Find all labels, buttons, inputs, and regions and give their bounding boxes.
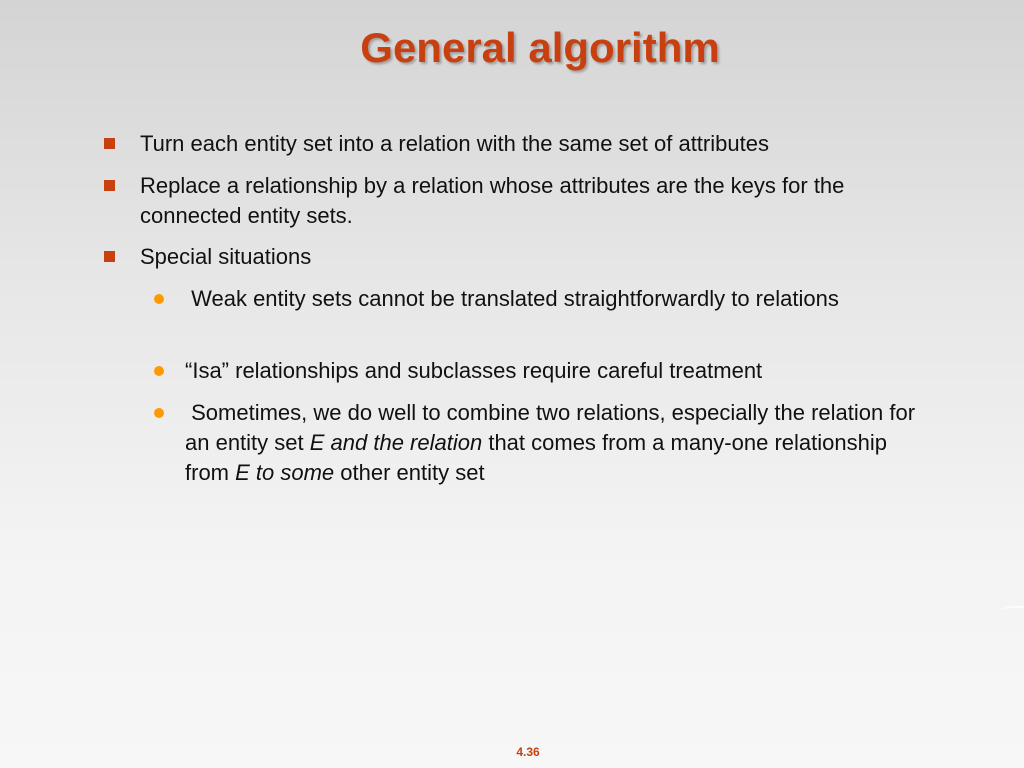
bullet-item <box>140 171 930 231</box>
sub-bullet-text <box>185 400 921 485</box>
text-run: Sometimes, we do well to combine two relations, especially the relation for an entity set <box>185 400 922 455</box>
square-bullet-icon <box>104 138 115 149</box>
round-bullet-icon <box>154 408 164 418</box>
sub-bullet-item <box>185 284 925 314</box>
slide-title: General algorithm <box>360 24 720 71</box>
sub-bullet-text: Weak entity sets cannot be translated straightforwardly to relations <box>185 286 839 311</box>
bullet-text: Replace a relationship by a relation whose attributes are the keys for the connected entity sets. <box>140 173 845 228</box>
bullet-text: Turn each entity set into a relation with the same set of attributes <box>140 131 769 156</box>
bullet-item <box>140 129 930 159</box>
square-bullet-icon <box>104 251 115 262</box>
italic-text-run: E to some <box>235 460 335 485</box>
bullet-text: Special situations <box>140 244 312 269</box>
bullet-item <box>140 242 930 272</box>
page-number: 4.36 <box>516 745 540 759</box>
text-run: that comes from a many-one relationship from <box>185 430 894 485</box>
round-bullet-icon <box>154 366 164 376</box>
italic-text-run: E and the relation <box>309 430 483 455</box>
round-bullet-icon <box>154 294 164 304</box>
text-run: other entity set <box>334 460 485 485</box>
square-bullet-icon <box>104 180 115 191</box>
sub-bullet-text: “Isa” relationships and subclasses require careful treatment <box>185 358 763 383</box>
decorative-swoosh-icon <box>998 604 1024 612</box>
sub-bullet-item <box>185 398 925 488</box>
sub-bullet-item <box>185 356 925 386</box>
